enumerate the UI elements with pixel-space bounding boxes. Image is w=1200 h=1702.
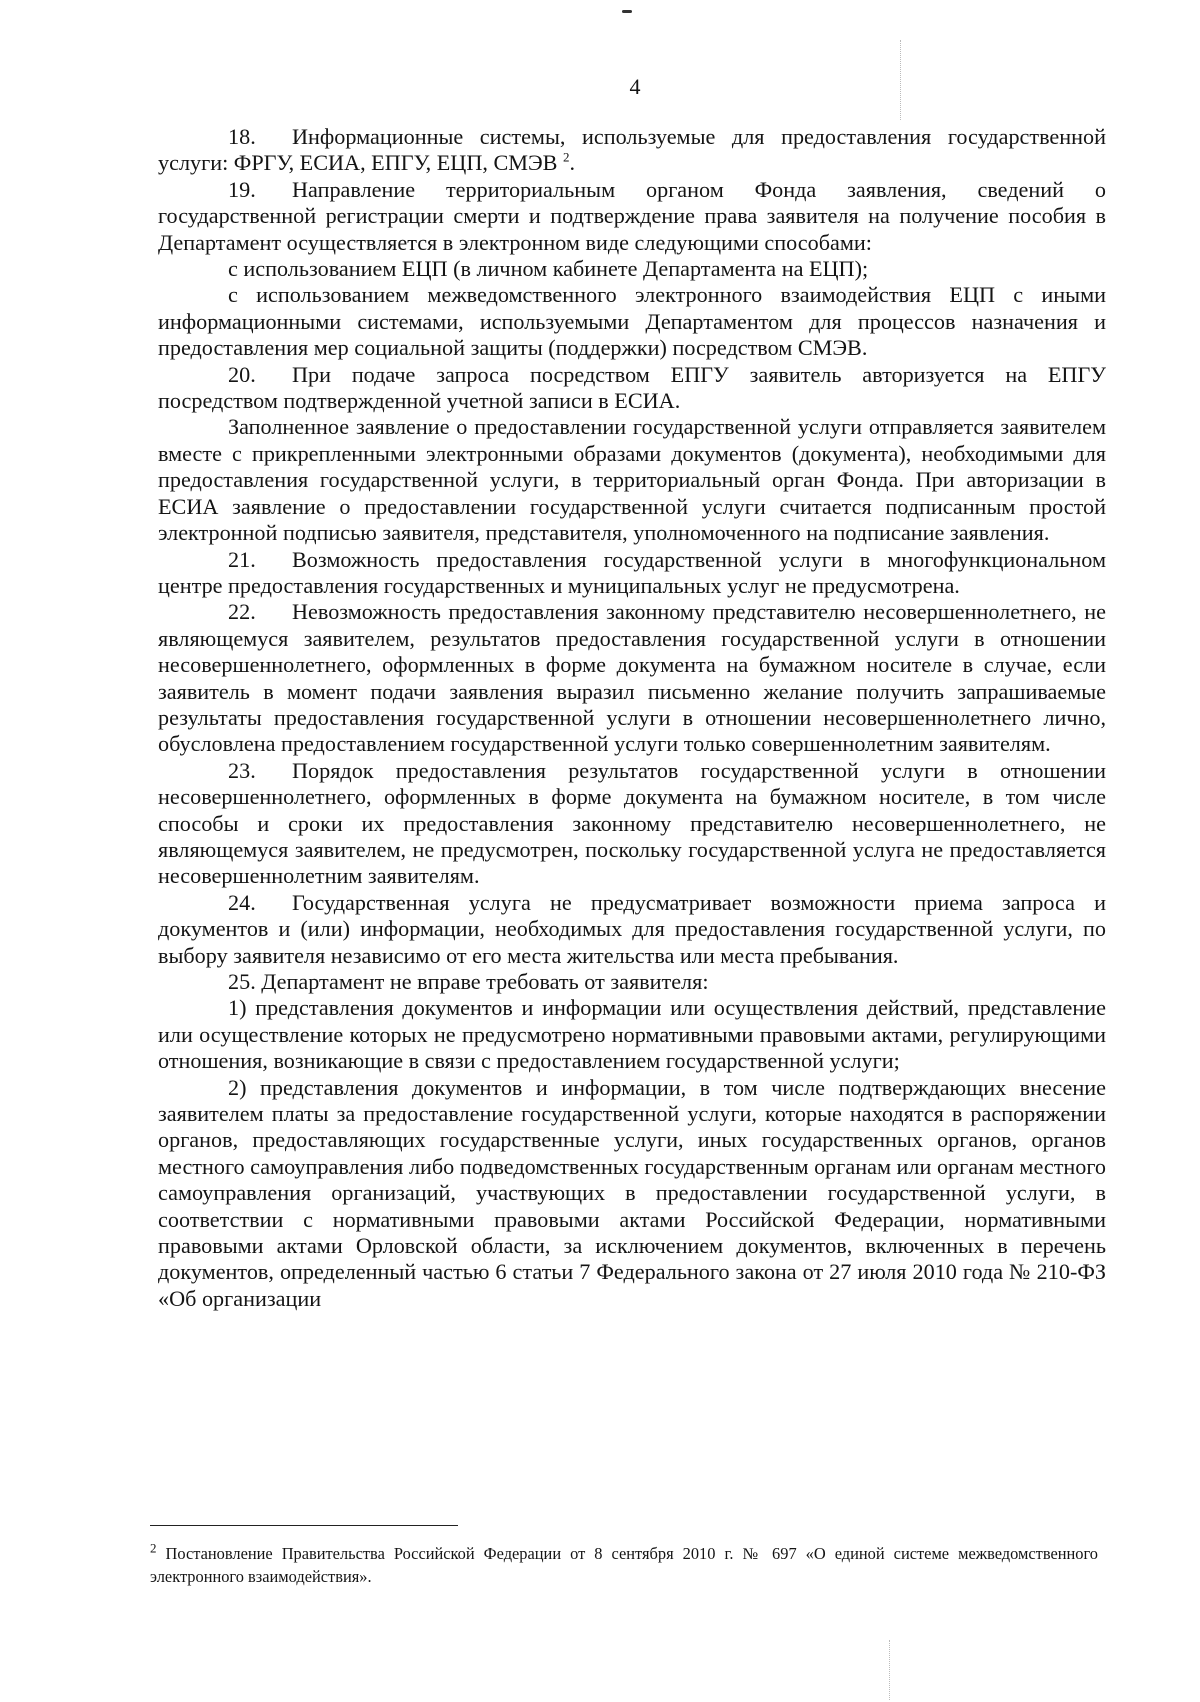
footnote-marker: 2 [150, 1540, 157, 1556]
paragraph-text: При подаче запроса посредством ЕПГУ заявитель авторизуется на ЕПГУ посредством подтвержденной учетной записи в ЕСИА. [158, 361, 1106, 414]
scan-artifact [889, 1640, 892, 1700]
paragraph-25-item-1 [158, 995, 1106, 1074]
paragraph-25-item-2 [158, 1075, 1106, 1313]
paragraph-text: с использованием ЕЦП (в личном кабинете Департамента на ЕЦП); [228, 256, 869, 282]
paragraph-text: Заполненное заявление о предоставлении государственной услуги отправляется заявителем вместе с прикрепленными электронными образами документов (документа), необходимыми для предоставления государственной услуги, в территориальный орган Фонда. При авторизации в ЕСИА заявление о предоставлении государственной услуги считается подписанным простой электронной подписью заявителя, представителя, уполномоченного на подписание заявления. [158, 414, 1106, 546]
paragraph-19-option-2 [158, 282, 1106, 361]
paragraph-text: Порядок предоставления результатов государственной услуги в отношении несовершеннолетнего, оформленных в форме документа на бумажном носителе, в том числе способы и сроки их предоставления законному представителю несовершеннолетнего, не являющемуся заявителем, не предусмотрен, поскольку государственной услуга не предоставляется несовершеннолетним заявителям. [158, 757, 1106, 889]
paragraph-19 [158, 177, 1106, 256]
paragraph-text: 25. Департамент не вправе требовать от заявителя: [228, 969, 709, 994]
footnote-text: Постановление Правительства Российской Федерации от 8 сентября 2010 г. № 697 «О единой системе межведомственного электронного взаимодействия». [150, 1544, 1098, 1586]
item-number: 22. [228, 599, 256, 625]
paragraph-text: Государственная услуга не предусматривает возможности приема запроса и документов и (или) информации, необходимых для предоставления государственной услуги, по выбору заявителя независимо от его места жительства или места пребывания. [158, 889, 1106, 968]
paragraph-23 [158, 758, 1106, 890]
paragraph-20-cont [158, 414, 1106, 546]
item-number: 24. [228, 889, 256, 915]
paragraph-24 [158, 890, 1106, 969]
paragraph-text: Невозможность предоставления законному представителю несовершеннолетнего, не являющемуся заявителем, результатов предоставления государственной услуги в отношении несовершеннолетнего, оформленных в форме документа на бумажном носителе в случае, если заявитель в момент подачи заявления выразил письменно желание получить запрашиваемые результаты предоставления государственной услуги в отношении несовершеннолетнего лично, обусловлена предоставлением государственной услуги только совершеннолетним заявителям. [158, 599, 1106, 757]
footnote [150, 1542, 1098, 1588]
item-number: 23. [228, 757, 256, 783]
paragraph-text: 1) представления документов и информации или осуществления действий, представление или осуществление которых не предусмотрено нормативными правовыми актами, регулирующими отношения, возникающие в связи с предоставлением государственной услуги; [158, 995, 1106, 1074]
paragraph-tail: . [569, 150, 576, 176]
paragraph-text: Информационные системы, используемые для предоставления государственной услуги: ФРГУ, ЕСИА, ЕПГУ, ЕЦП, СМЭВ [158, 124, 1106, 176]
paragraph-22 [158, 599, 1106, 757]
paragraph-text: Возможность предоставления государственной услуги в многофункциональном центре предоставления государственных и муниципальных услуг не предусмотрена. [158, 546, 1106, 598]
footnote-separator [150, 1525, 458, 1526]
item-number: 21. [228, 546, 256, 572]
paragraph-18 [158, 124, 1106, 177]
paragraph-25 [158, 969, 1106, 995]
item-number: 18. [228, 124, 256, 149]
item-number: 19. [228, 176, 256, 202]
paragraph-19-option-1 [158, 256, 1106, 282]
paragraph-text: Направление территориальным органом Фонда заявления, сведений о государственной регистрации смерти и подтверждение права заявителя на получение пособия в Департамент осуществляется в электронном виде следующими способами: [158, 176, 1106, 255]
footnote-ref: 2 [562, 150, 570, 166]
page-number: 4 [629, 74, 641, 99]
paragraph-text: с использованием межведомственного электронного взаимодействия ЕЦП с иными информационными системами, используемыми Департаментом для процессов назначения и предоставления мер социальной защиты (поддержки) посредством СМЭВ. [158, 282, 1106, 361]
item-number: 20. [228, 361, 256, 387]
document-body [158, 124, 1106, 1312]
paragraph-21 [158, 547, 1106, 600]
scan-artifact [622, 10, 632, 13]
paragraph-20 [158, 362, 1106, 415]
paragraph-text: 2) представления документов и информации, в том числе подтверждающих внесение заявителем платы за предоставление государственной услуги, которые находятся в распоряжении органов, предоставляющих государственные услуги, иных государственных органов, органов местного самоуправления либо подведомственных государственным органам или органам местного самоуправления организаций, участвующих в предоставлении государственной услуги, в соответствии с нормативными правовыми актами Российской Федерации, нормативными правовыми актами Орловской области, за исключением документов, включенных в перечень документов, определенный частью 6 статьи 7 Федерального закона от 27 июля 2010 года № 210-ФЗ «Об организации [158, 1074, 1106, 1311]
